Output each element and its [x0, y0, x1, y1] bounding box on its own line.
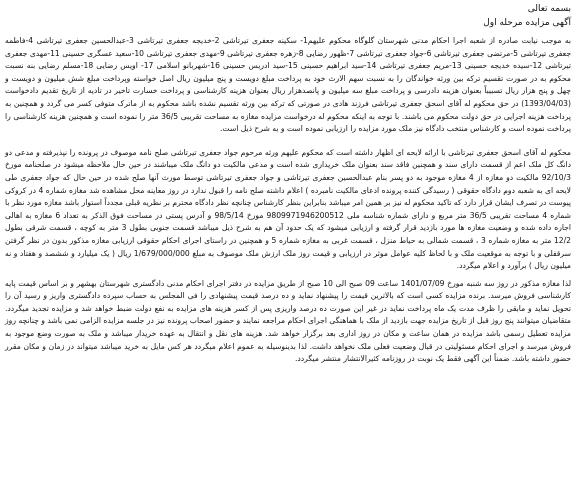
paragraph-property-assessment: محکوم له آقای اسحق جعفری تیرتاشی با ارائه لایحه ای اظهار داشته است که محکوم علیهم ورثه مرحوم جواد جعفری تیرتاشی صلح نامه موصوف در پرونده را نپذیرفته و مدعی دو دانگ کل ملک اعم از قسمت دارای سند و همچنین فاقد سند بعنوان ملک خریداری شده است و مدعی مالکیت دو دانگ ملک میباشند در حین حال ملاحظه میشود در صلحنامه مورخ 92/10/3 مالکیت دو مغازه از 4 مغازه موجود به دو پسر بنام عبدالحسین جعفری تیرتاشی و جواد جعفری تیرتاشی توسط مورث آنها صلح شده در حین حال که جواد جعفری طی لایحه ای به شعبه دوم دادگاه حقوقی ( رسیدگی کننده پرونده ادعای مالکیت نامبرده ) اعلام داشته صلح نامه را قبول ندارد در روز معاینه محل مشاهده شد مغازه شماره 4 در کروکی پیوست در تصرف ایشان قرار دارد که تاکید محکوم له نیز بر همین امر میباشد بنابراین بنظر کارشناس چنانچه نظر دادگاه محترم بر نظریه قبلی مجدداً استوار باشد مغازه مورد نظر با شماره 4 مساحت تقریبی 36/5 متر مربع و دارای شماره شناسه ملی 9809971946200512 مورخ 98/5/14 و آدرس پستی در مساحت فوق الذکر به تعداد 6 مغازه به اهالی اجاره داده شده و وضعیت مغازه ها مورد بازدید قرار گرفته و ارزیابی میشود که یک حدود آن هم به شرح ذیل میباشد قسمت جنوبی بطول 3 متر به کوچه ، قسمت شرقی بطول 12/2 متر به مغازه شماره 3 ، قسمت شمالی به حیاط منزل ، قسمت غربی به مغازه شماره 5 و همچنین در راستای اجرای احکام حقوقی ارزیابی مغازه مذکور بدون در نظر گرفتن سرقفلی و با توجه به موقعیت ملک و با لحاظ کلیه عوامل موثر در ارزیابی و قیمت روز ملک ارزش ملک موصوف به مبلغ 1/679/000/000 ریال ( یک میلیارد و ششصد و هفتاد و نه میلیون ریال ) برآورد و اعلام میگردد. [5, 147, 571, 271]
notice-title: آگهی مزایده مرحله اول [483, 18, 571, 28]
paragraph-judgment: به موجب نیابت صادره از شعبه اجرا احکام مدنی شهرستان گلوگاه محکوم علیهم1- سکینه جعفری تیرتاشی 2-خدیجه جعفری تیرتاشی 3-عبدالحسین جعفری تیرتاشی 4-فاطمه جعفری تیرتاشی 5-مرتضی جعفری تیرتاشی 6-جواد جعفری تیرتاشی 7-ظهور رضایی 8-زهره جعفری تیرتاشی 9-مهدی جعفری تیرتاشی 10-سعید عسگری حسینی 11-مهدی جعفری تیرتاشی 12-سیده خدیجه حسینی 13-مریم جعفری تیرتاشی 14-سید ابراهیم حسینی 15-سید ادریس حسینی 16-شهربانو اسلامی 17- اویس رضایی 18-مسلم رضایی بنه نسبت محکوم به در صورت تقسیم ترکه بین ورثه خواندگان را به نسبت سهم الارث خود به پرداخت مبلغ دویست و پنج میلیون ریال اصل خواسته وپرداخت مبلغ شش میلیون و دویست و چهل و پنج هزار ریال تسبیباً بعنوان هزینه دادرسی و پرداخت مبلغ سه میلیون و پانصدهزار ریال بعنوان هزینه کارشناسی و پرداخت خسارت تاخیر در تادیه از تاریخ تقدیم دادخواست (1393/04/03) در حق محکوم له آقای اسحق جعفری تیرتاشی فرزند هادی در صورتی که ترکه بین ورثه تقسیم نشده باشد محکوم به از ماترک متوفی کسر می گردد و همچنین به پرداخت هزینه اجرایی در حق دولت محکوم می باشند. با توجه به اینکه محکوم له درخواست مزایده مغازه به مساحت تقریبی 36/5 متر را نموده است و همچنین هزینه کارشناسی را پرداخت نموده است و کارشناس منتخب دادگاه نیز ملک مورد مزایده را ارزیابی نموده است و به شرح ذیل است. [5, 36, 572, 134]
paragraph-auction-terms: لذا مغازه مذکور در روز سه شنبه مورخ 1401/07/09 ساعت 09 صبح الی 10 صبح از طریق مزایده در دفتر اجرای احکام مدنی دادگستری شهرستان بهشهر و بر اساس قیمت پایه کارشناسی فروش میرسد. برنده مزایده کسی است که بالاترین قیمت را پیشنهاد نماید و ده درصد قیمت پیشنهادی را فی المجلس به حساب سپرده دادگستری واریز و رسید آن را تحویل نماید و مابقی را ظرف مدت یک ماه پرداخت نماید در غیر این صورت ده درصد واریزی پس از کسر هزینه های مزایده به نفع دولت ضبط خواهد شد و مزایده تجدید میگردد. متقاضیان میتوانند پنج روز قبل از تاریخ مزایده جهت بازدید از ملک با هماهنگی اجرای احکام مراجعه نمایند و حضور اصحاب پرونده نیز در جلسه مزایده الزامی نمی باشد و چنانچه روز مزایده تعطیل رسمی باشد مزایده در همان ساعت و مکان در روز اداری بعد برگزار خواهد شد. هزینه های نقل و انتقال به عهده خریدار میباشد و ملک به صورت وضع موجود به فروش میرسد و اجرای احکام مسئولیتی در قبال وضعیت فعلی ملک نخواهد داشت. لذا بدینوسیله به عموم اعلام میگردد هر کس مایل به خرید میباشد میتواند در زمان و مکان مقرر حضور داشته باشد. ضمناً این آگهی فقط یک نوبت در روزنامه کثیرالانتشار منتشر میگردد. [5, 278, 572, 364]
invocation-heading: بسمه تعالی [527, 4, 571, 14]
